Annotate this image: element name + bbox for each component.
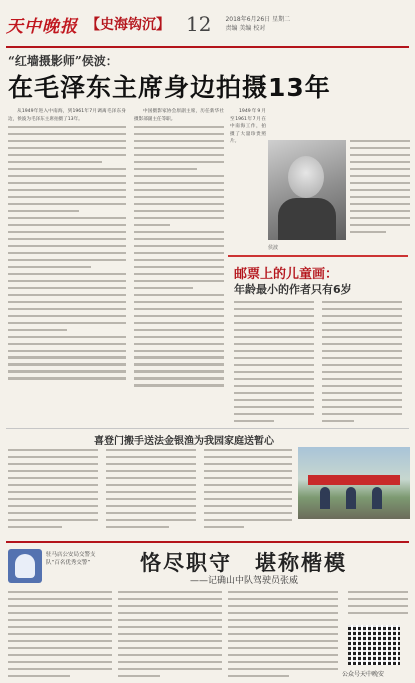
body-text-lines <box>350 140 410 238</box>
body-text-lines <box>322 301 402 427</box>
body-text-lines <box>204 449 292 533</box>
masthead-logo: 天中晚报 <box>6 16 78 37</box>
proof-label: 校对 <box>253 25 266 32</box>
issue-weekday: 星期二 <box>272 16 291 23</box>
section-name: 【史海钩沉】 <box>86 17 170 33</box>
masthead-meta <box>225 15 290 33</box>
body-text-lines <box>134 126 224 391</box>
page-number: 12 <box>186 12 212 36</box>
body-text-lines <box>348 591 408 619</box>
article-column-4 <box>350 140 410 250</box>
box-subtitle: 年龄最小的作者只有6岁 <box>234 283 352 296</box>
middle-article <box>6 428 409 541</box>
body-text-lines <box>234 301 314 427</box>
police-badge-icon <box>8 549 42 583</box>
article-kicker: “红墙摄影师”侯波： <box>8 54 118 68</box>
portrait-photo <box>268 140 346 240</box>
editor-label: 责编 <box>225 25 238 32</box>
body-text-lines <box>228 591 338 682</box>
article-column-3 <box>230 108 266 248</box>
article-column-2 <box>134 108 224 428</box>
body-text-lines <box>8 449 98 533</box>
article-headline: 在毛泽东主席身边拍摄13年 <box>8 73 331 102</box>
issue-date: 2018年6月26日 <box>225 16 271 23</box>
event-photo <box>298 447 410 519</box>
qr-code-icon[interactable] <box>348 625 400 665</box>
designer-label: 美编 <box>239 25 252 32</box>
top-article <box>6 48 409 428</box>
middle-title: 喜登门搬手送法金银渔为我园家庭送暂心 <box>94 436 274 447</box>
article-paragraph: 从1949年进入中南海，到1961年7月调离毛泽东身边，侯波为毛泽东主席拍摄了13年。 <box>8 109 126 122</box>
bottom-article <box>6 541 409 683</box>
badge-text: 驻马店公安局交警支队“百名优秀交警” <box>46 552 96 566</box>
body-text-lines <box>118 591 222 682</box>
article-paragraph: 中国摄影家协会原副主席，历任新华社摄影部副主任等职。 <box>134 109 224 122</box>
masthead <box>6 0 409 48</box>
box-title: 邮票上的儿童画： <box>234 267 339 282</box>
stamp-article-box <box>228 255 408 427</box>
bottom-subtitle: ——记确山中队驾驶员张威 <box>190 576 299 586</box>
qr-label: 公众号天中晚安 <box>342 671 385 678</box>
article-paragraph: 1949年9月至1961年7月在中南海工作，拍摄了大量珍贵照片。 <box>230 109 266 145</box>
photo-caption: 侯波 <box>268 245 279 251</box>
article-column-1 <box>8 108 126 428</box>
body-text-lines <box>8 591 112 682</box>
bottom-title: 恪尽职守 堪称楷模 <box>140 550 347 575</box>
body-text-lines <box>8 126 126 384</box>
body-text-lines <box>106 449 196 533</box>
